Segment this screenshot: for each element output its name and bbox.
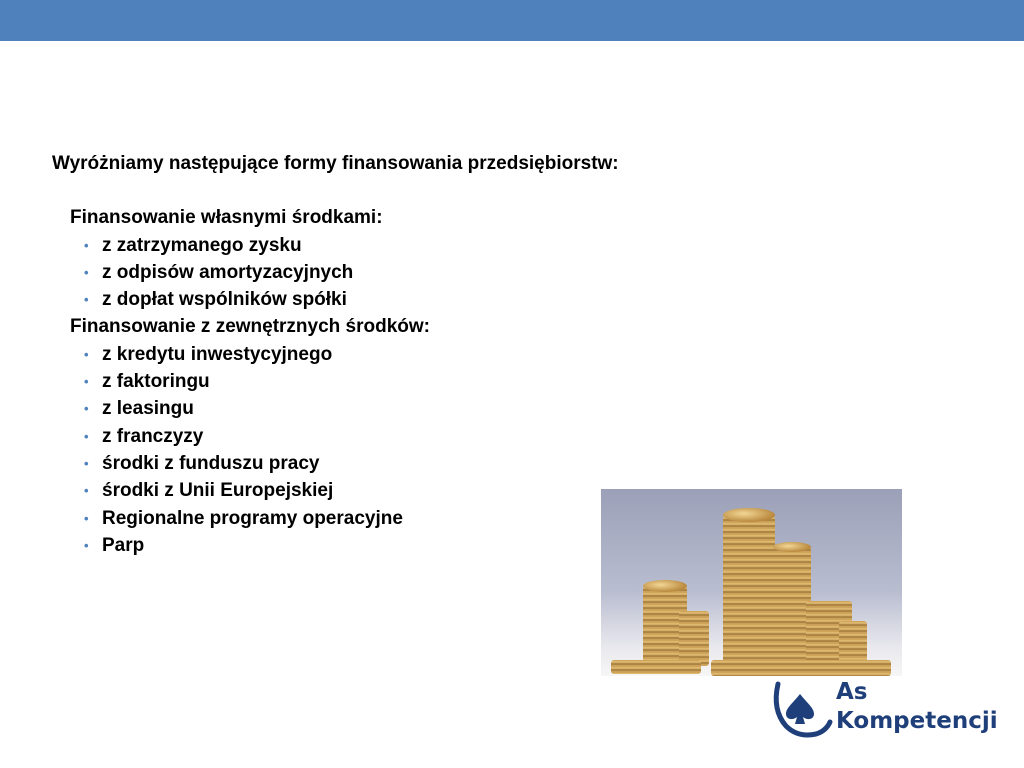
list-item: • Regionalne programy operacyjne	[84, 505, 752, 532]
list-item: • środki z Unii Europejskiej	[84, 477, 752, 504]
as-kompetencji-logo	[768, 676, 998, 746]
list-item: • z franczyzy	[84, 423, 752, 450]
section-heading-own: Finansowanie własnymi środkami:	[70, 207, 383, 229]
list-own-funds	[52, 232, 752, 314]
list-item: • z dopłat wspólników spółki	[84, 286, 752, 313]
list-item: • środki z funduszu pracy	[84, 450, 752, 477]
intro-text: Wyróżniamy następujące formy finansowania przedsiębiorstw:	[52, 153, 619, 174]
list-item: • z zatrzymanego zysku	[84, 232, 752, 259]
list-item: • Parp	[84, 532, 752, 559]
logo-line-2: Kompetencji	[836, 708, 998, 734]
section-heading-external: Finansowanie z zewnętrznych środków:	[70, 316, 431, 338]
logo-text	[836, 678, 998, 736]
list-item: • z odpisów amortyzacyjnych	[84, 259, 752, 286]
list-item: • z faktoringu	[84, 368, 752, 395]
logo-line-1: As	[836, 679, 868, 705]
coin-stacks-image	[601, 489, 902, 676]
spade-emblem-icon	[768, 676, 834, 742]
list-item: • z leasingu	[84, 395, 752, 422]
list-item: • z kredytu inwestycyjnego	[84, 341, 752, 368]
header-bar	[0, 0, 1024, 41]
